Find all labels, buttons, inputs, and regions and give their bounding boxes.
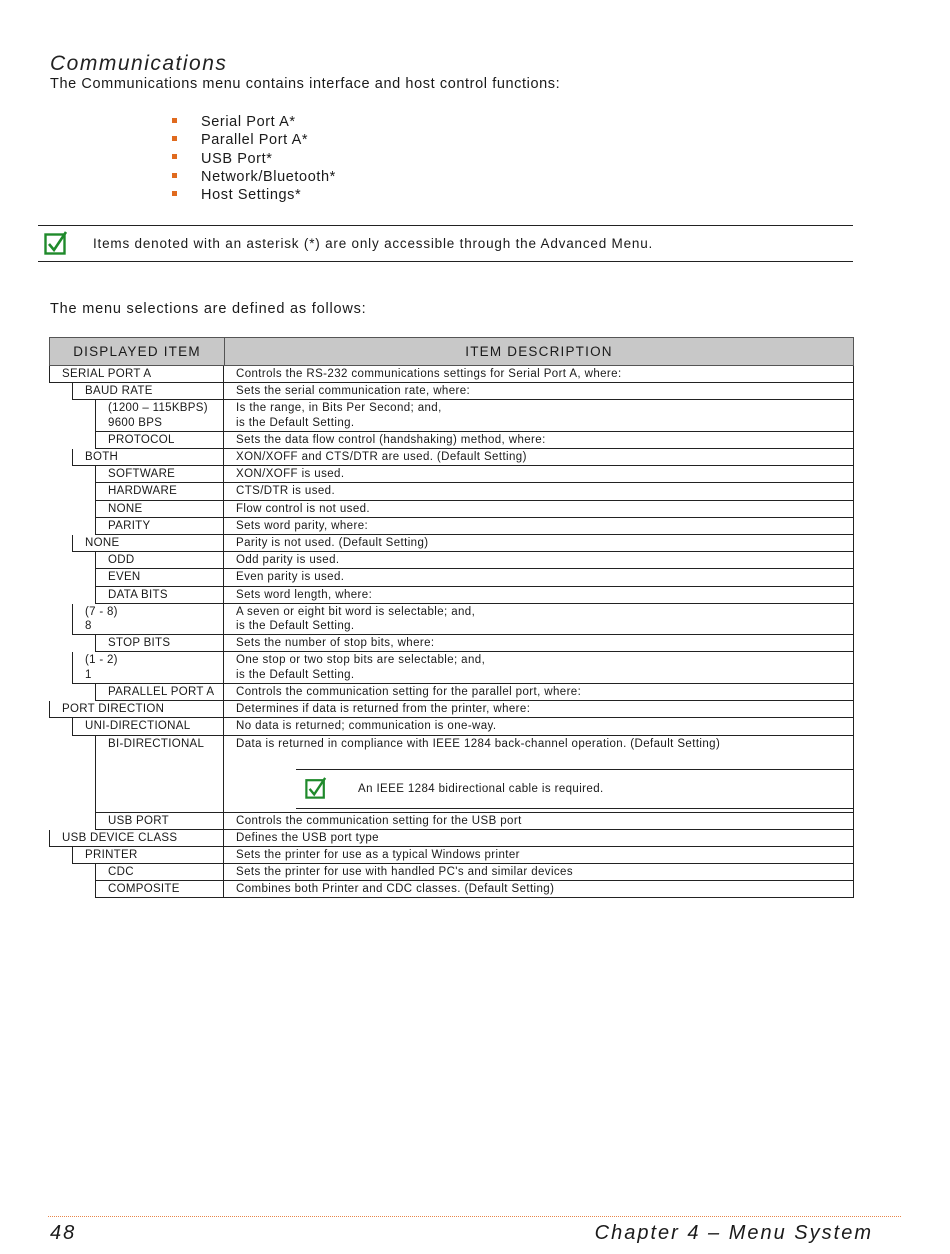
list-item	[172, 131, 336, 149]
description-text: One stop or two stop bits are selectable; and,	[236, 654, 486, 667]
item-text: DATA BITS	[108, 588, 168, 601]
square-bullet-icon	[172, 118, 177, 123]
description-cell	[224, 635, 854, 652]
item-text: PORT DIRECTION	[62, 703, 165, 716]
item-text: ODD	[108, 554, 135, 567]
table-row	[49, 701, 854, 718]
table-row	[49, 501, 854, 518]
list-item	[172, 168, 336, 186]
list-item	[172, 113, 336, 131]
description-cell	[224, 718, 854, 735]
displayed-item-cell	[95, 501, 224, 518]
item-text: PRINTER	[85, 848, 138, 861]
description-text: Sets the data flow control (handshaking) method, where:	[236, 433, 546, 446]
section-intro: The Communications menu contains interface and host control functions:	[50, 76, 561, 92]
description-text: Defines the USB port type	[236, 831, 379, 844]
list-item-label: Network/Bluetooth*	[201, 169, 336, 186]
description-cell	[224, 400, 854, 432]
item-text: (7 - 8)	[85, 605, 118, 618]
item-text: CDC	[108, 866, 134, 879]
list-item-label: USB Port*	[201, 150, 273, 167]
description-text: Even parity is used.	[236, 571, 345, 584]
item-text: BI-DIRECTIONAL	[108, 737, 205, 750]
displayed-item-cell	[95, 881, 224, 898]
table-row	[49, 718, 854, 735]
table-row	[49, 569, 854, 586]
description-text: Parity is not used. (Default Setting)	[236, 537, 429, 549]
displayed-item-cell	[72, 718, 224, 735]
displayed-item-cell	[72, 604, 224, 636]
description-cell	[224, 847, 854, 864]
item-text: BAUD RATE	[85, 385, 153, 398]
description-text: Sets the number of stop bits, where:	[236, 637, 435, 650]
displayed-item-cell	[95, 813, 224, 830]
displayed-item-cell	[95, 466, 224, 483]
description-text: Sets the serial communication rate, where:	[236, 385, 471, 398]
description-text: CTS/DTR is used.	[236, 485, 336, 498]
description-text: XON/XOFF and CTS/DTR are used. (Default Setting)	[236, 451, 527, 464]
description-text: Controls the communication setting for the USB port	[236, 814, 522, 827]
description-text: Odd parity is used.	[236, 554, 340, 567]
table-row	[49, 449, 854, 466]
displayed-item-cell	[95, 736, 224, 813]
description-cell	[224, 830, 854, 847]
description-text: Controls the communication setting for the parallel port, where:	[236, 685, 582, 698]
list-item	[172, 186, 336, 204]
table-row	[49, 830, 854, 847]
description-cell	[224, 813, 854, 830]
displayed-item-cell	[49, 701, 224, 718]
displayed-item-cell	[95, 569, 224, 586]
item-text: PROTOCOL	[108, 433, 175, 446]
item-text: (1200 – 115KBPS)	[108, 402, 208, 415]
section-title: Communications	[50, 52, 228, 75]
description-cell	[224, 864, 854, 881]
item-text: STOP BITS	[108, 637, 171, 650]
item-text: NONE	[108, 502, 143, 515]
displayed-item-cell	[95, 635, 224, 652]
table-row	[49, 483, 854, 500]
description-text: Sets the printer for use as a typical Windows printer	[236, 848, 520, 861]
displayed-item-cell	[95, 684, 224, 701]
description-cell	[224, 552, 854, 569]
table-row	[49, 518, 854, 535]
description-text: Controls the RS-232 communications settings for Serial Port A, where:	[236, 368, 622, 380]
table-row	[49, 635, 854, 652]
description-text: is the Default Setting.	[236, 620, 355, 633]
description-text: is the Default Setting.	[236, 416, 355, 429]
menu-table	[49, 337, 854, 898]
description-text: Flow control is not used.	[236, 502, 371, 515]
item-text: COMPOSITE	[108, 883, 180, 896]
description-cell	[224, 881, 854, 898]
description-cell	[224, 736, 854, 813]
description-cell	[224, 569, 854, 586]
description-cell	[224, 604, 854, 636]
page-number: 48	[50, 1222, 77, 1244]
description-text: A seven or eight bit word is selectable; and,	[236, 605, 476, 618]
item-text: SERIAL PORT A	[62, 368, 152, 380]
table-row	[49, 466, 854, 483]
square-bullet-icon	[172, 154, 177, 159]
table-row	[49, 552, 854, 569]
description-cell	[224, 518, 854, 535]
displayed-item-cell	[95, 587, 224, 604]
table-row	[49, 432, 854, 449]
table-row	[49, 864, 854, 881]
description-cell	[224, 701, 854, 718]
displayed-item-cell	[72, 383, 224, 400]
description-cell	[224, 466, 854, 483]
description-text: Combines both Printer and CDC classes. (Default Setting)	[236, 883, 555, 896]
item-text: 1	[85, 668, 92, 681]
table-row	[49, 366, 854, 383]
item-text: HARDWARE	[108, 485, 178, 498]
description-text: Sets the printer for use with handled PC's and similar devices	[236, 866, 574, 879]
definitions-intro: The menu selections are defined as follows:	[50, 301, 367, 317]
description-text: Determines if data is returned from the printer, where:	[236, 703, 531, 716]
note-text: Items denoted with an asterisk (*) are only accessible through the Advanced Menu.	[93, 236, 654, 251]
displayed-item-cell	[95, 552, 224, 569]
description-text: XON/XOFF is used.	[236, 468, 345, 481]
description-cell	[224, 383, 854, 400]
description-text: Sets word parity, where:	[236, 519, 369, 532]
displayed-item-cell	[95, 483, 224, 500]
displayed-item-cell	[49, 366, 224, 383]
list-item	[172, 150, 336, 168]
chapter-title: Chapter 4 – Menu System	[594, 1222, 873, 1244]
description-cell	[224, 684, 854, 701]
list-item-label: Serial Port A*	[201, 114, 296, 131]
table-body	[49, 366, 854, 898]
displayed-item-cell	[95, 400, 224, 432]
displayed-item-cell	[72, 449, 224, 466]
cable-note-box	[296, 769, 853, 809]
item-text: 9600 BPS	[108, 416, 163, 429]
description-cell	[224, 449, 854, 466]
item-text: (1 - 2)	[85, 654, 118, 667]
square-bullet-icon	[172, 173, 177, 178]
description-cell	[224, 652, 854, 684]
footer-rule	[48, 1216, 901, 1217]
displayed-item-cell	[72, 847, 224, 864]
table-row	[49, 604, 854, 636]
square-bullet-icon	[172, 136, 177, 141]
displayed-item-cell	[72, 652, 224, 684]
table-row	[49, 847, 854, 864]
list-item-label: Host Settings*	[201, 187, 302, 204]
description-text: is the Default Setting.	[236, 668, 355, 681]
checkbox-check-icon	[305, 777, 327, 799]
description-cell	[224, 535, 854, 552]
item-text: PARITY	[108, 519, 151, 532]
description-cell	[224, 432, 854, 449]
description-cell	[224, 483, 854, 500]
table-row	[49, 881, 854, 898]
item-text: PARALLEL PORT A	[108, 685, 215, 698]
list-item-label: Parallel Port A*	[201, 132, 309, 149]
header-item-description: ITEM DESCRIPTION	[465, 344, 613, 359]
item-text: 8	[85, 620, 92, 633]
item-text: NONE	[85, 537, 120, 549]
table-row	[49, 652, 854, 684]
table-row	[49, 587, 854, 604]
item-text: SOFTWARE	[108, 468, 176, 481]
table-row	[49, 400, 854, 432]
item-text: EVEN	[108, 571, 141, 584]
description-cell	[224, 366, 854, 383]
displayed-item-cell	[49, 830, 224, 847]
description-text: Data is returned in compliance with IEEE 1284 back-channel operation. (Default Setting)	[236, 737, 721, 750]
item-text: USB DEVICE CLASS	[62, 831, 178, 844]
table-row	[49, 813, 854, 830]
item-text: USB PORT	[108, 814, 169, 827]
table-row	[49, 736, 854, 813]
square-bullet-icon	[172, 191, 177, 196]
cable-note-text: An IEEE 1284 bidirectional cable is required.	[358, 782, 604, 795]
note-box	[38, 225, 853, 262]
displayed-item-cell	[95, 864, 224, 881]
displayed-item-cell	[95, 518, 224, 535]
header-displayed-item: DISPLAYED ITEM	[50, 338, 225, 365]
bullet-list	[172, 113, 336, 204]
displayed-item-cell	[95, 432, 224, 449]
table-row	[49, 535, 854, 552]
item-text: UNI-DIRECTIONAL	[85, 720, 191, 733]
checkbox-check-icon	[44, 231, 68, 255]
description-cell	[224, 587, 854, 604]
description-text: No data is returned; communication is one-way.	[236, 720, 497, 733]
table-header	[49, 337, 854, 366]
table-row	[49, 684, 854, 701]
description-cell	[224, 501, 854, 518]
displayed-item-cell	[72, 535, 224, 552]
description-text: Sets word length, where:	[236, 588, 373, 601]
table-row	[49, 383, 854, 400]
item-text: BOTH	[85, 451, 119, 464]
description-text: Is the range, in Bits Per Second; and,	[236, 402, 442, 415]
